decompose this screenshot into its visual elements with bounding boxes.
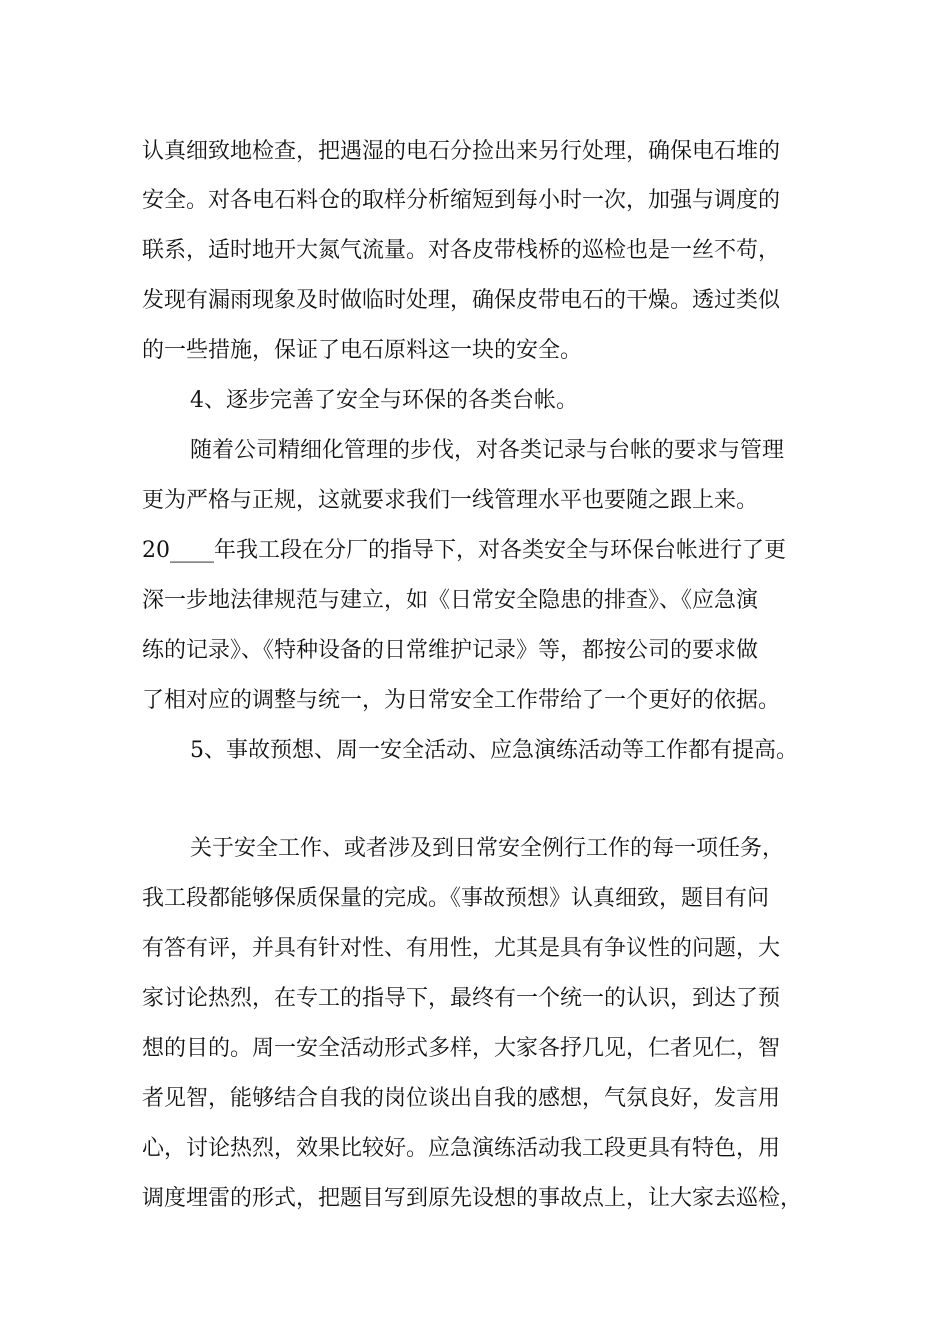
text-line: 调度埋雷的形式，把题目写到原先设想的事故点上，让大家去巡检， xyxy=(142,1186,803,1211)
text-line: 随着公司精细化管理的步伐，对各类记录与台帐的要求与管理 xyxy=(190,438,785,463)
text-line: 更为严格与正规，这就要求我们一线管理水平也要随之跟上来。 xyxy=(142,488,759,513)
text-line: 有答有评，并具有针对性、有用性，尤其是具有争议性的问题，大 xyxy=(142,936,781,961)
text-line: 的一些措施，保证了电石原料这一块的安全。 xyxy=(142,338,583,363)
text-line: 练的记录》、《特种设备的日常维护记录》等，都按公司的要求做 xyxy=(142,638,759,663)
text-line: 深一步地法律规范与建立，如《日常安全隐患的排查》、《应急演 xyxy=(142,588,759,613)
text-line: 想的目的。周一安全活动形式多样，大家各抒几见，仁者见仁，智 xyxy=(142,1036,781,1061)
text-line: 20____年我工段在分厂的指导下，对各类安全与环保台帐进行了更 xyxy=(142,538,786,563)
text-line: 者见智，能够结合自我的岗位谈出自我的感想，气氛良好，发言用 xyxy=(142,1086,781,1111)
text-line: 安全。对各电石料仓的取样分析缩短到每小时一次，加强与调度的 xyxy=(142,188,781,213)
section-heading: 4、逐步完善了安全与环保的各类台帐。 xyxy=(190,388,578,413)
text-line: 家讨论热烈，在专工的指导下，最终有一个统一的认识，到达了预 xyxy=(142,986,781,1011)
section-heading: 5、事故预想、周一安全活动、应急演练活动等工作都有提高。 xyxy=(190,738,798,763)
text-line: 认真细致地检查，把遇湿的电石分捡出来另行处理，确保电石堆的 xyxy=(142,139,781,164)
text-line: 了相对应的调整与统一，为日常安全工作带给了一个更好的依据。 xyxy=(142,688,781,713)
text-line: 联系，适时地开大氮气流量。对各皮带栈桥的巡检也是一丝不苟， xyxy=(142,238,781,263)
text-line: 发现有漏雨现象及时做临时处理，确保皮带电石的干燥。透过类似 xyxy=(142,288,781,313)
text-line: 关于安全工作、或者涉及到日常安全例行工作的每一项任务， xyxy=(190,836,785,861)
text-line: 我工段都能够保质保量的完成。《事故预想》认真细致，题目有问 xyxy=(142,886,770,911)
text-line: 心，讨论热烈，效果比较好。应急演练活动我工段更具有特色，用 xyxy=(142,1136,781,1161)
